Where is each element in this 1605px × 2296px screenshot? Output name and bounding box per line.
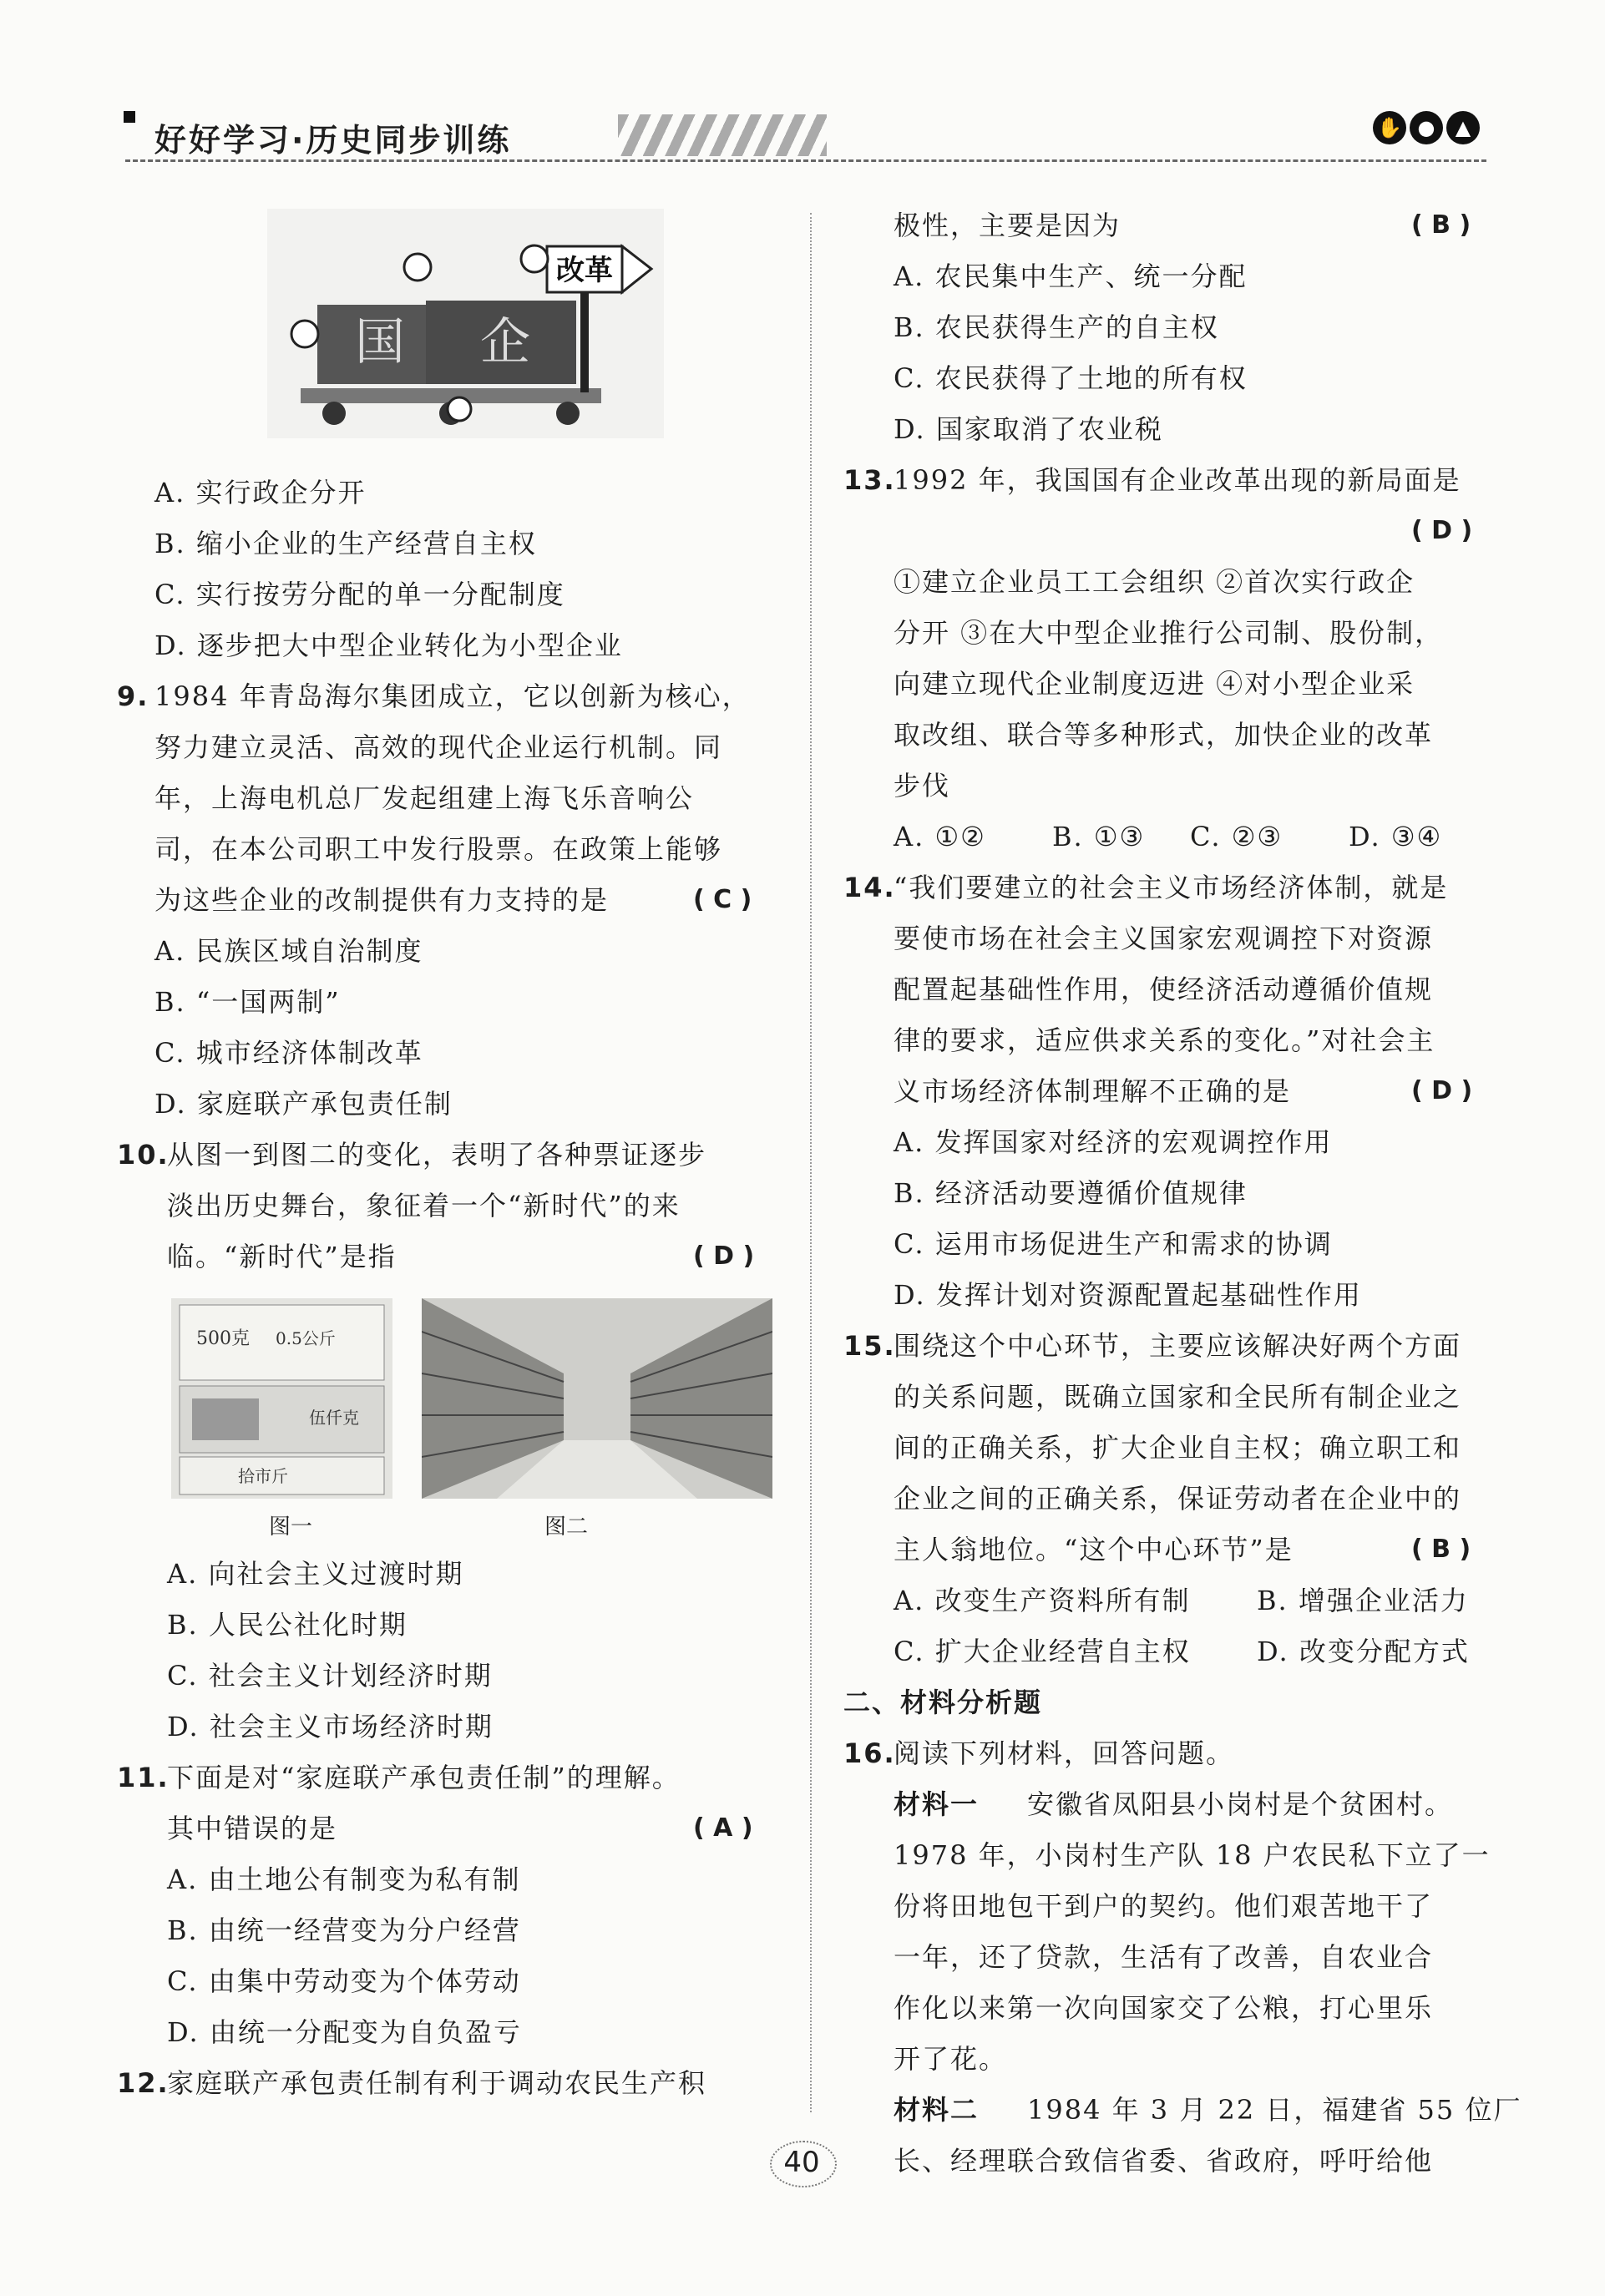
- q8-cartoon-image: [267, 209, 664, 438]
- q10-stem: 从图一到图二的变化，表明了各种票证逐步: [167, 1139, 707, 1171]
- q15-option: A. 改变生产资料所有制: [894, 1585, 1191, 1616]
- q9-stem: 年，上海电机总厂发起组建上海飞乐音响公: [154, 782, 695, 814]
- coupon-text: 500克: [196, 1328, 250, 1349]
- svg-text:企: 企: [480, 313, 530, 372]
- header-title: 好好学习·历史同步训练: [154, 122, 512, 159]
- header-divider: [125, 159, 1486, 162]
- header-stripes: [618, 114, 827, 156]
- page-number: [760, 2137, 843, 2187]
- q13-answer: ( D ): [1411, 516, 1473, 545]
- material-1-label: 材料一: [894, 1788, 980, 1820]
- q13-stem: 1992 年，我国国有企业改革出现的新局面是: [894, 464, 1461, 496]
- q11-option: A. 由土地公有制变为私有制: [167, 1864, 521, 1895]
- cartoon-sign-text: 改革: [556, 254, 613, 287]
- q13-item: 向建立现代企业制度迈进 ④对小型企业采: [894, 668, 1415, 700]
- q15-number: 15.: [843, 1330, 896, 1362]
- q15-stem: 的关系问题，既确立国家和全民所有制企业之: [894, 1381, 1462, 1413]
- q8-option: D. 逐步把大中型企业转化为小型企业: [154, 630, 623, 661]
- q10-option: D. 社会主义市场经济时期: [167, 1711, 494, 1742]
- q9-answer: ( C ): [693, 885, 752, 914]
- q13-item: ①建立企业员工工会组织 ②首次实行政企: [894, 566, 1415, 598]
- column-divider: [810, 213, 812, 2112]
- section-heading: 二、材料分析题: [843, 1687, 1043, 1718]
- q11-number: 11.: [117, 1762, 170, 1793]
- q10-option: A. 向社会主义过渡时期: [167, 1558, 464, 1590]
- material-2-label: 材料二: [894, 2094, 980, 2126]
- q9-stem: 为这些企业的改制提供有力支持的是: [154, 884, 610, 916]
- q15-stem: 间的正确关系，扩大企业自主权；确立职工和: [894, 1432, 1462, 1464]
- coupon-text: 伍仟克: [309, 1408, 359, 1428]
- q14-stem: 律的要求，适应供求关系的变化。”对社会主: [894, 1024, 1435, 1056]
- q12-option: B. 农民获得生产的自主权: [894, 311, 1219, 343]
- material-2-text: 1984 年 3 月 22 日，福建省 55 位厂: [1027, 2094, 1522, 2126]
- q9-stem: 努力建立灵活、高效的现代企业运行机制。同: [154, 731, 723, 763]
- material-2-text: 长、经理联合致信省委、省政府，呼吁给他: [894, 2145, 1434, 2177]
- material-1-text: 一年，还了贷款，生活有了改善，自农业合: [894, 1941, 1434, 1973]
- q10-number: 10.: [117, 1139, 170, 1171]
- q14-option: D. 发挥计划对资源配置起基础性作用: [894, 1279, 1362, 1311]
- drop-icon: ●: [1410, 111, 1443, 144]
- q12-option: A. 农民集中生产、统一分配: [894, 260, 1248, 292]
- q12-option: C. 农民获得了土地的所有权: [894, 362, 1248, 394]
- q16-number: 16.: [843, 1737, 896, 1769]
- q11-answer: ( A ): [693, 1813, 753, 1843]
- coupon-text: 拾市斤: [238, 1466, 288, 1486]
- figure-1-caption: 图一: [269, 1515, 313, 1540]
- q8-option: B. 缩小企业的生产经营自主权: [154, 528, 537, 559]
- q13-option: D. ③④: [1349, 821, 1443, 852]
- q12-answer: ( B ): [1411, 210, 1471, 240]
- q15-option: D. 改变分配方式: [1257, 1636, 1470, 1667]
- q10-stem: 临。“新时代”是指: [167, 1241, 397, 1272]
- q15-option: B. 增强企业活力: [1257, 1585, 1469, 1616]
- hand-icon: ✋: [1373, 111, 1406, 144]
- q16-prompt: 阅读下列材料，回答问题。: [894, 1737, 1235, 1769]
- figure-1-ration-coupons: [171, 1298, 392, 1499]
- header-mark: [124, 111, 135, 123]
- q10-stem: 淡出历史舞台，象征着一个“新时代”的来: [167, 1190, 681, 1221]
- page-header: [117, 104, 1486, 167]
- q13-item: 分开 ③在大中型企业推行公司制、股份制，: [894, 617, 1444, 649]
- q14-stem: 义市场经济体制理解不正确的是: [894, 1075, 1292, 1107]
- q14-option: C. 运用市场促进生产和需求的协调: [894, 1228, 1333, 1260]
- material-1-text: 1978 年，小岗村生产队 18 户农民私下立了一: [894, 1839, 1491, 1871]
- flame-icon: ▲: [1446, 111, 1480, 144]
- q11-stem: 其中错误的是: [167, 1813, 338, 1844]
- material-1-text: 开了花。: [894, 2043, 1008, 2075]
- q12-number: 12.: [117, 2067, 170, 2099]
- q11-option: B. 由统一经营变为分户经营: [167, 1914, 521, 1946]
- q13-option: C. ②③: [1190, 821, 1283, 852]
- q13-item: 步伐: [894, 770, 951, 802]
- q10-option: B. 人民公社化时期: [167, 1609, 408, 1641]
- q15-answer: ( B ): [1411, 1535, 1471, 1564]
- header-icons: [1370, 111, 1486, 153]
- q14-stem: “我们要建立的社会主义市场经济体制，就是: [894, 872, 1449, 903]
- q14-number: 14.: [843, 872, 896, 903]
- cartoon-block-text: 国: [355, 313, 405, 372]
- q10-option: C. 社会主义计划经济时期: [167, 1660, 493, 1692]
- q9-stem: 司，在本公司职工中发行股票。在政策上能够: [154, 833, 723, 865]
- q13-number: 13.: [843, 464, 896, 496]
- q14-option: B. 经济活动要遵循价值规律: [894, 1177, 1248, 1209]
- q9-option: A. 民族区域自治制度: [154, 935, 423, 967]
- material-1-text: 安徽省凤阳县小岗村是个贫困村。: [1027, 1788, 1454, 1820]
- q11-option: D. 由统一分配变为自负盈亏: [167, 2016, 522, 2048]
- q9-option: B. “一国两制”: [154, 986, 341, 1018]
- q15-option: C. 扩大企业经营自主权: [894, 1636, 1191, 1667]
- q8-option: C. 实行按劳分配的单一分配制度: [154, 579, 565, 610]
- q15-stem: 主人翁地位。“这个中心环节”是: [894, 1534, 1294, 1565]
- coupon-text: 0.5公斤: [276, 1328, 336, 1348]
- q12-stem: 家庭联产承包责任制有利于调动农民生产积: [167, 2067, 707, 2099]
- q15-stem: 围绕这个中心环节，主要应该解决好两个方面: [894, 1330, 1462, 1362]
- q9-option: C. 城市经济体制改革: [154, 1037, 423, 1069]
- q14-stem: 配置起基础性作用，使经济活动遵循价值规: [894, 974, 1434, 1005]
- q13-item: 取改组、联合等多种形式，加快企业的改革: [894, 719, 1434, 751]
- figure-2-caption: 图二: [544, 1515, 589, 1540]
- q8-option: A. 实行政企分开: [154, 477, 367, 508]
- q11-option: C. 由集中劳动变为个体劳动: [167, 1965, 521, 1997]
- q15-stem: 企业之间的正确关系，保证劳动者在企业中的: [894, 1483, 1462, 1515]
- q12-option: D. 国家取消了农业税: [894, 413, 1163, 445]
- q14-answer: ( D ): [1411, 1076, 1473, 1105]
- q9-stem: 1984 年青岛海尔集团成立，它以创新为核心，: [154, 680, 751, 712]
- material-1-text: 作化以来第一次向国家交了公粮，打心里乐: [894, 1992, 1434, 2024]
- q11-stem: 下面是对“家庭联产承包责任制”的理解。: [167, 1762, 681, 1793]
- q14-option: A. 发挥国家对经济的宏观调控作用: [894, 1126, 1333, 1158]
- q10-answer: ( D ): [693, 1242, 755, 1271]
- page-number-text: 40: [783, 2146, 820, 2179]
- material-1-text: 份将田地包干到户的契约。他们艰苦地干了: [894, 1890, 1434, 1922]
- q14-stem: 要使市场在社会主义国家宏观调控下对资源: [894, 923, 1434, 954]
- q9-option: D. 家庭联产承包责任制: [154, 1088, 453, 1120]
- q13-option: B. ①③: [1052, 821, 1146, 852]
- q9-number: 9.: [117, 680, 149, 712]
- q12-stem: 极性，主要是因为: [894, 210, 1121, 241]
- q13-option: A. ①②: [894, 821, 986, 852]
- figure-2-supermarket: [422, 1298, 772, 1499]
